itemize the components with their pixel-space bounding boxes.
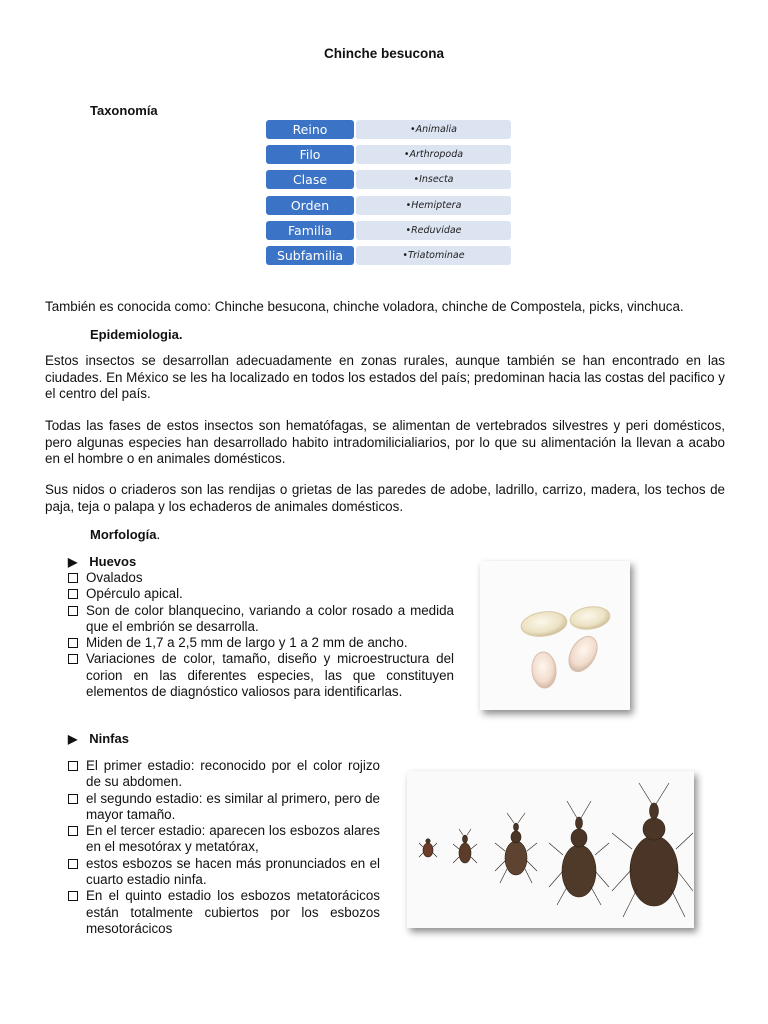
checkbox-bullet-icon <box>68 638 78 648</box>
nymphs-photo <box>407 771 694 928</box>
arrow-bullet-icon: ▶ <box>68 555 78 569</box>
morphology-heading <box>90 527 160 542</box>
checkbox-bullet-icon <box>68 654 78 664</box>
nymphs-heading-text: Ninfas <box>89 731 129 746</box>
eggs-illustration <box>480 561 630 710</box>
list-item: En el tercer estadio: aparecen los esbozos alares en el mesotórax y metatórax, <box>68 823 380 856</box>
taxonomy-label: Clase <box>266 170 354 189</box>
list-item: Miden de 1,7 a 2,5 mm de largo y 1 a 2 mm de ancho. <box>68 635 454 651</box>
epidemiology-paragraph: Estos insectos se desarrollan adecuadamente en zonas rurales, aunque también se han encontrado en las ciudades. En México se les ha localizado en todos los estados del país; predominan hacia las costas del pacifico y el centro del país. <box>45 353 725 401</box>
list-item: estos esbozos se hacen más pronunciados en el cuarto estadio ninfa. <box>68 856 380 889</box>
checkbox-bullet-icon <box>68 761 78 771</box>
list-item: el segundo estadio: es similar al primero, pero de mayor tamaño. <box>68 791 380 824</box>
morphology-heading-text: Morfología <box>90 527 157 542</box>
taxonomy-heading: Taxonomía <box>90 103 158 118</box>
epidemiology-heading: Epidemiologia. <box>90 327 183 342</box>
list-item: En el quinto estadio los esbozos metatorácicos están totalmente cubiertos por los esbozos mesotorácicos <box>68 888 380 937</box>
checkbox-bullet-icon <box>68 826 78 836</box>
taxonomy-value: •Reduvidae <box>356 221 511 240</box>
list-item: Opérculo apical. <box>68 586 454 602</box>
list-item: Son de color blanquecino, variando a color rosado a medida que el embrión se desarrolla. <box>68 603 454 636</box>
taxonomy-label: Subfamilia <box>266 246 354 265</box>
morphology-heading-suffix: . <box>156 527 161 542</box>
taxonomy-value: •Animalia <box>356 120 511 139</box>
taxonomy-label: Filo <box>266 145 354 164</box>
nymphs-illustration <box>407 771 694 928</box>
taxonomy-value: •Arthropoda <box>356 145 511 164</box>
taxonomy-label: Familia <box>266 221 354 240</box>
list-item: Variaciones de color, tamaño, diseño y microestructura del corion en las diferentes especies, las que constituyen elementos de diagnóstico valiosos para identificarlas. <box>68 651 454 700</box>
checkbox-bullet-icon <box>68 891 78 901</box>
checkbox-bullet-icon <box>68 859 78 869</box>
eggs-photo <box>480 561 630 710</box>
taxonomy-label: Orden <box>266 196 354 215</box>
checkbox-bullet-icon <box>68 794 78 804</box>
checkbox-bullet-icon <box>68 606 78 616</box>
also-known-paragraph: También es conocida como: Chinche besucona, chinche voladora, chinche de Compostela, picks, vinchuca. <box>45 299 684 314</box>
list-item: El primer estadio: reconocido por el color rojizo de su abdomen. <box>68 758 380 791</box>
taxonomy-label: Reino <box>266 120 354 139</box>
eggs-heading <box>68 554 136 569</box>
checkbox-bullet-icon <box>68 589 78 599</box>
epidemiology-paragraph: Todas las fases de estos insectos son hematófagas, se alimentan de vertebrados silvestres y peri domésticos, pero algunas especies han desarrollado habito intradomilicialiarios, por lo que su alimentación la llevan a acabo en el hombre o en animales domésticos. <box>45 418 725 466</box>
taxonomy-value: •Insecta <box>356 170 511 189</box>
taxonomy-value: •Triatominae <box>356 246 511 265</box>
checkbox-bullet-icon <box>68 573 78 583</box>
eggs-heading-text: Huevos <box>89 554 137 569</box>
taxonomy-value: •Hemiptera <box>356 196 511 215</box>
nymphs-heading <box>68 731 129 746</box>
nymphs-list <box>68 758 380 937</box>
arrow-bullet-icon: ▶ <box>68 732 78 746</box>
document-title: Chinche besucona <box>323 46 445 61</box>
eggs-list <box>68 570 454 700</box>
list-item: Ovalados <box>68 570 454 586</box>
epidemiology-paragraph: Sus nidos o criaderos son las rendijas o grietas de las paredes de adobe, ladrillo, carrizo, madera, los techos de paja, teja o palapa y los echaderos de animales domésticos. <box>45 482 725 514</box>
